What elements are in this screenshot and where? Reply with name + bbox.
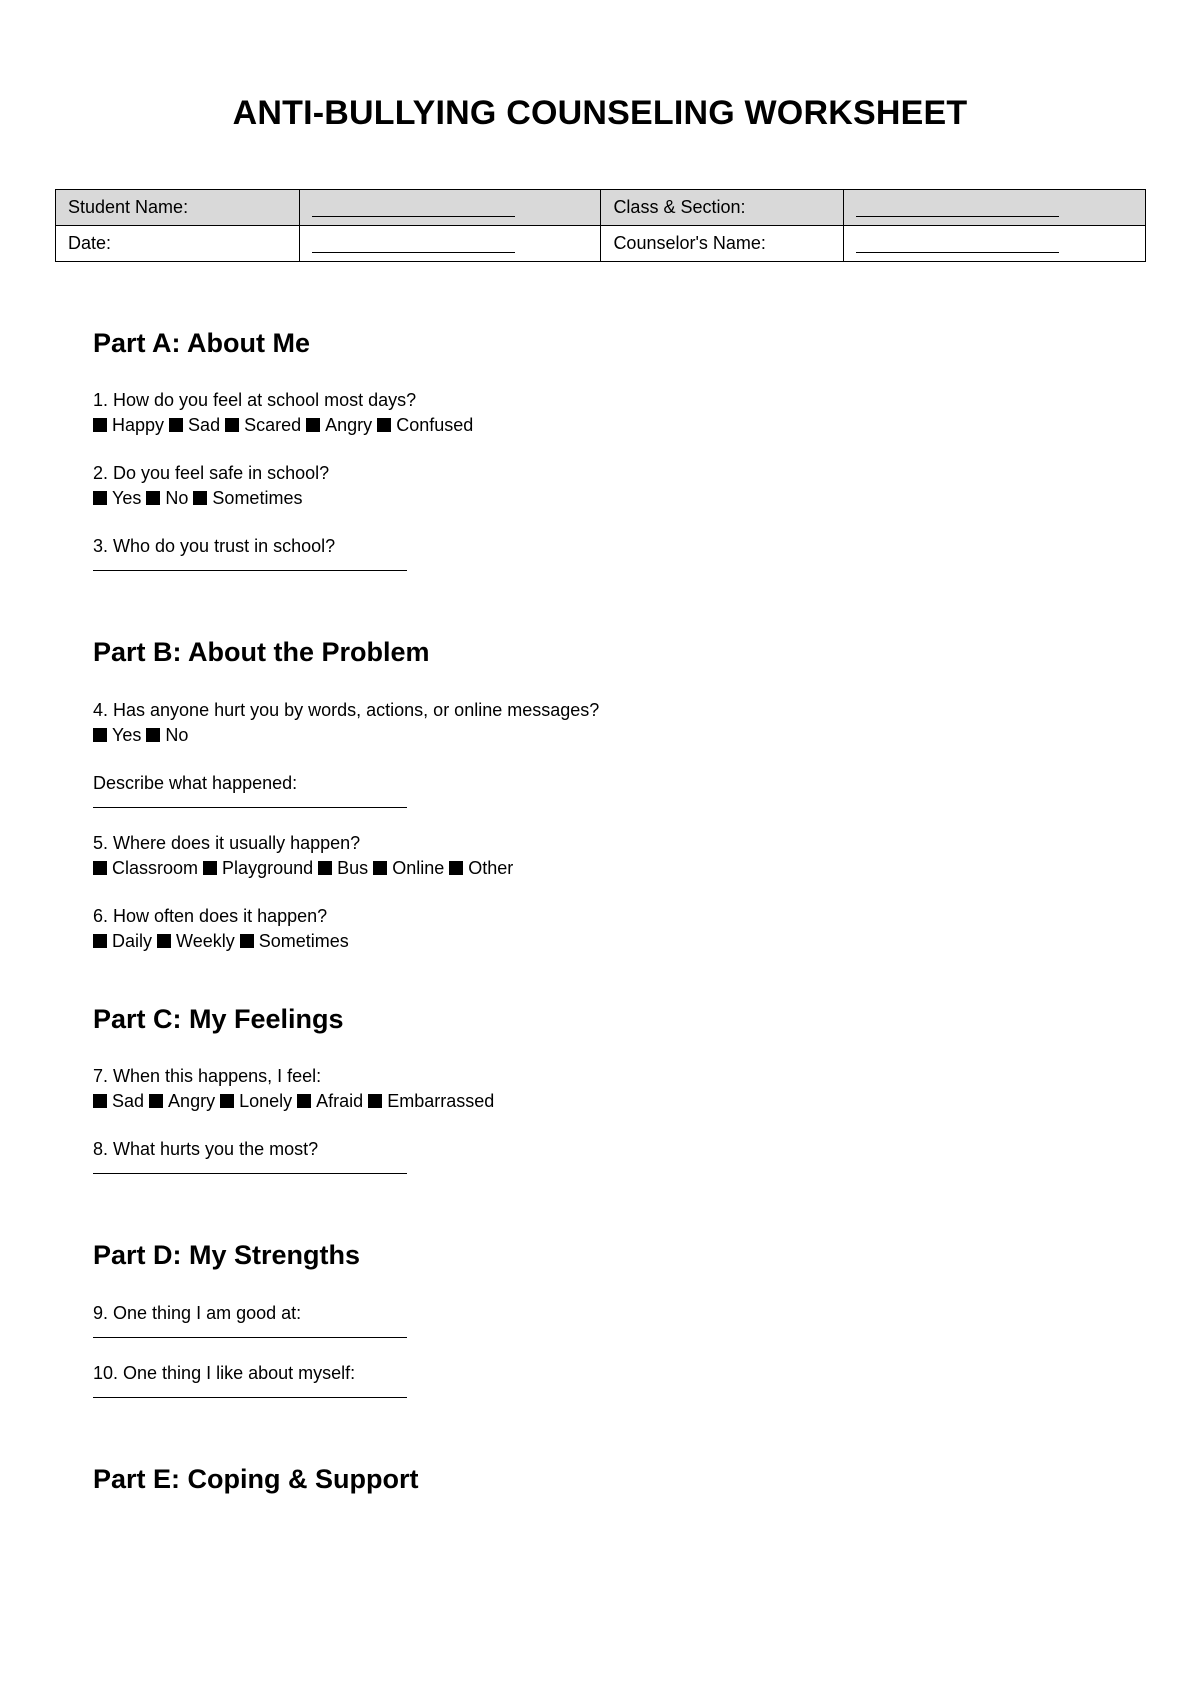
checkbox-option[interactable] [225,415,301,435]
class-section-field[interactable] [844,190,1146,226]
checkbox-option[interactable] [93,725,141,745]
checkbox-option[interactable] [297,1091,363,1111]
question-10-answer-line[interactable] [93,1397,407,1398]
checkbox-option-label: Afraid [316,1091,364,1112]
date-label: Date: [56,226,300,262]
checkbox-square-icon[interactable] [297,1094,311,1108]
checkbox-option[interactable] [157,931,235,951]
checkbox-option-label: Online [392,857,445,878]
checkbox-option-label: Scared [244,415,302,436]
class-section-blank [856,200,1059,217]
checkbox-option[interactable] [240,931,349,951]
checkbox-square-icon[interactable] [368,1094,382,1108]
counselor-name-label: Counselor's Name: [601,226,844,262]
checkbox-option-label: Angry [325,415,373,436]
date-blank [312,236,515,253]
checkbox-option-label: Sometimes [258,930,349,951]
checkbox-square-icon[interactable] [449,861,463,875]
checkbox-square-icon[interactable] [377,418,391,432]
checkbox-square-icon[interactable] [93,418,107,432]
checkbox-option-label: Bus [337,857,369,878]
checkbox-square-icon[interactable] [157,934,171,948]
question-1: 1. How do you feel at school most days? [93,390,417,411]
part-e-heading: Part E: Coping & Support [93,1463,419,1494]
checkbox-option-label: Weekly [176,930,235,951]
counselor-name-field[interactable] [844,226,1146,262]
date-field[interactable] [299,226,601,262]
question-3: 3. Who do you trust in school? [93,536,336,557]
checkbox-option[interactable] [193,488,302,508]
checkbox-option[interactable] [146,488,188,508]
checkbox-option[interactable] [93,858,198,878]
question-4: 4. Has anyone hurt you by words, actions, or online messages? [93,699,600,720]
student-name-label: Student Name: [56,190,300,226]
question-9-answer-line[interactable] [93,1337,407,1338]
checkbox-option[interactable] [169,415,220,435]
part-b-heading: Part B: About the Problem [93,637,430,668]
checkbox-option[interactable] [318,858,368,878]
counselor-name-blank [856,236,1059,253]
checkbox-option-label: Sad [112,1091,145,1112]
question-6-options [93,929,1093,954]
question-7: 7. When this happens, I feel: [93,1066,322,1087]
checkbox-square-icon[interactable] [225,418,239,432]
checkbox-option[interactable] [149,1091,215,1111]
checkbox-option[interactable] [306,415,372,435]
checkbox-square-icon[interactable] [93,934,107,948]
checkbox-option-label: Yes [112,724,142,745]
checkbox-square-icon[interactable] [146,728,160,742]
checkbox-square-icon[interactable] [306,418,320,432]
checkbox-option-label: Embarrassed [387,1091,495,1112]
question-2-options [93,486,1093,511]
checkbox-square-icon[interactable] [93,1094,107,1108]
checkbox-option-label: Playground [222,857,314,878]
checkbox-square-icon[interactable] [373,861,387,875]
checkbox-option[interactable] [203,858,313,878]
checkbox-option-label: Yes [112,488,142,509]
question-3-answer-line[interactable] [93,570,407,571]
part-d-heading: Part D: My Strengths [93,1240,361,1271]
checkbox-square-icon[interactable] [240,934,254,948]
question-4-options [93,723,1093,748]
class-section-label: Class & Section: [601,190,844,226]
checkbox-square-icon[interactable] [169,418,183,432]
question-5-options [93,856,1093,881]
student-name-blank [312,200,515,217]
question-10: 10. One thing I like about myself: [93,1362,356,1383]
question-7-options [93,1089,1093,1114]
student-info-table [55,189,1146,262]
checkbox-option[interactable] [93,488,141,508]
checkbox-square-icon[interactable] [93,728,107,742]
question-5: 5. Where does it usually happen? [93,832,361,853]
checkbox-option-label: Classroom [112,857,199,878]
student-name-field[interactable] [299,190,601,226]
question-8-answer-line[interactable] [93,1173,407,1174]
checkbox-option-label: No [165,488,189,509]
checkbox-square-icon[interactable] [93,491,107,505]
checkbox-square-icon[interactable] [146,491,160,505]
checkbox-option[interactable] [220,1091,292,1111]
checkbox-option[interactable] [368,1091,494,1111]
checkbox-option-label: Daily [112,930,153,951]
checkbox-option[interactable] [449,858,513,878]
info-row-2 [56,226,1146,262]
checkbox-option[interactable] [93,415,164,435]
checkbox-square-icon[interactable] [149,1094,163,1108]
question-8: 8. What hurts you the most? [93,1139,319,1160]
checkbox-square-icon[interactable] [318,861,332,875]
question-6: 6. How often does it happen? [93,905,328,926]
question-1-options [93,413,1093,438]
checkbox-option-label: Lonely [239,1091,293,1112]
checkbox-option-label: Sad [188,415,221,436]
checkbox-square-icon[interactable] [93,861,107,875]
part-c-heading: Part C: My Feelings [93,1003,344,1034]
checkbox-option-label: No [165,724,189,745]
checkbox-option-label: Confused [396,415,474,436]
info-row-1 [56,190,1146,226]
checkbox-option[interactable] [377,415,473,435]
checkbox-option-label: Other [468,857,514,878]
worksheet-content [93,300,1093,1495]
checkbox-option[interactable] [93,931,152,951]
page-title: ANTI-BULLYING COUNSELING WORKSHEET [232,94,968,132]
checkbox-option-label: Sometimes [212,488,303,509]
part-a-heading: Part A: About Me [93,328,310,358]
question-2: 2. Do you feel safe in school? [93,463,330,484]
checkbox-option[interactable] [373,858,444,878]
question-9: 9. One thing I am good at: [93,1302,302,1323]
checkbox-square-icon[interactable] [220,1094,234,1108]
describe-answer-line[interactable] [93,807,407,808]
checkbox-option[interactable] [93,1091,144,1111]
checkbox-option-label: Happy [112,415,165,436]
checkbox-square-icon[interactable] [203,861,217,875]
checkbox-option-label: Angry [168,1091,216,1112]
describe-prompt: Describe what happened: [93,772,298,793]
checkbox-square-icon[interactable] [193,491,207,505]
checkbox-option[interactable] [146,725,188,745]
